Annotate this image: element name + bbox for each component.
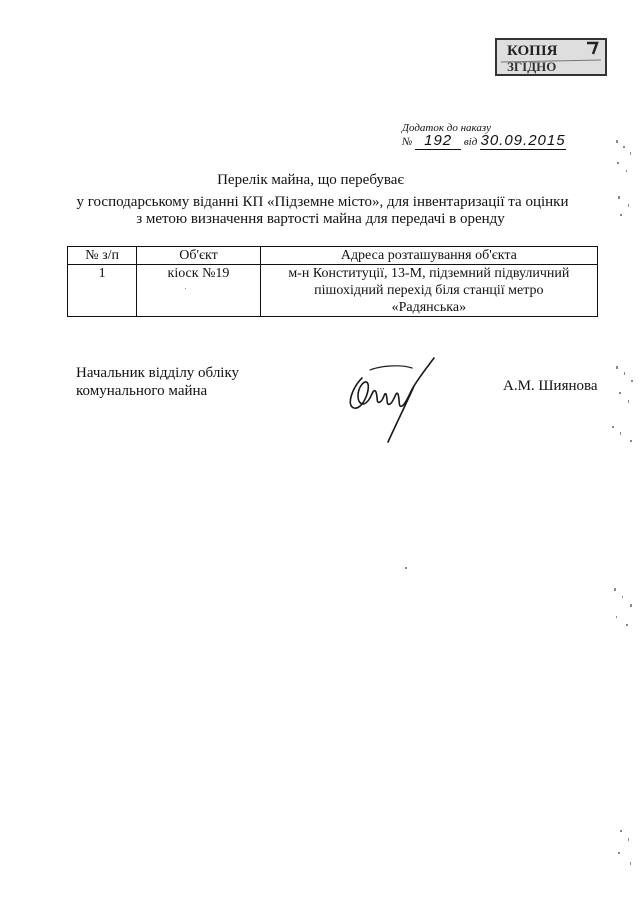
document-title-line2: у господарському віданні КП «Підземне місто», для інвентаризації та оцінки xyxy=(76,194,569,210)
address-line1: м-н Конституції, 13-М, підземний підвуличний xyxy=(288,266,570,281)
annex-label: Додаток до наказу xyxy=(402,122,491,134)
address-line2: пішохідний перехід біля станції метро xyxy=(314,283,544,298)
position-line1: Начальник відділу обліку xyxy=(76,365,240,381)
document-title-line3: з метою визначення вартості майна для передачі в оренду xyxy=(136,211,505,227)
document-title-line1: Перелік майна, що перебуває xyxy=(217,172,404,188)
stamp-line2: ЗГІДНО xyxy=(507,59,557,74)
cell-num: 1 xyxy=(68,265,137,317)
address-line3: «Радянська» xyxy=(391,300,467,315)
position-line2: комунального майна xyxy=(76,383,208,399)
signatory-name: А.М. Шиянова xyxy=(503,378,598,394)
annex-date: 30.09.2015 xyxy=(480,132,566,149)
annex-date-prefix: від xyxy=(463,136,478,148)
annex-number-prefix: № xyxy=(402,136,413,148)
header-address: Адреса розташування об'єкта xyxy=(260,247,597,265)
header-object: Об'єкт xyxy=(137,247,260,265)
cell-object: кіоск №19 xyxy=(137,265,260,317)
header-num: № з/п xyxy=(68,247,137,265)
annex-number: 192 xyxy=(424,132,453,149)
stamp-line1: КОПІЯ xyxy=(507,43,558,59)
